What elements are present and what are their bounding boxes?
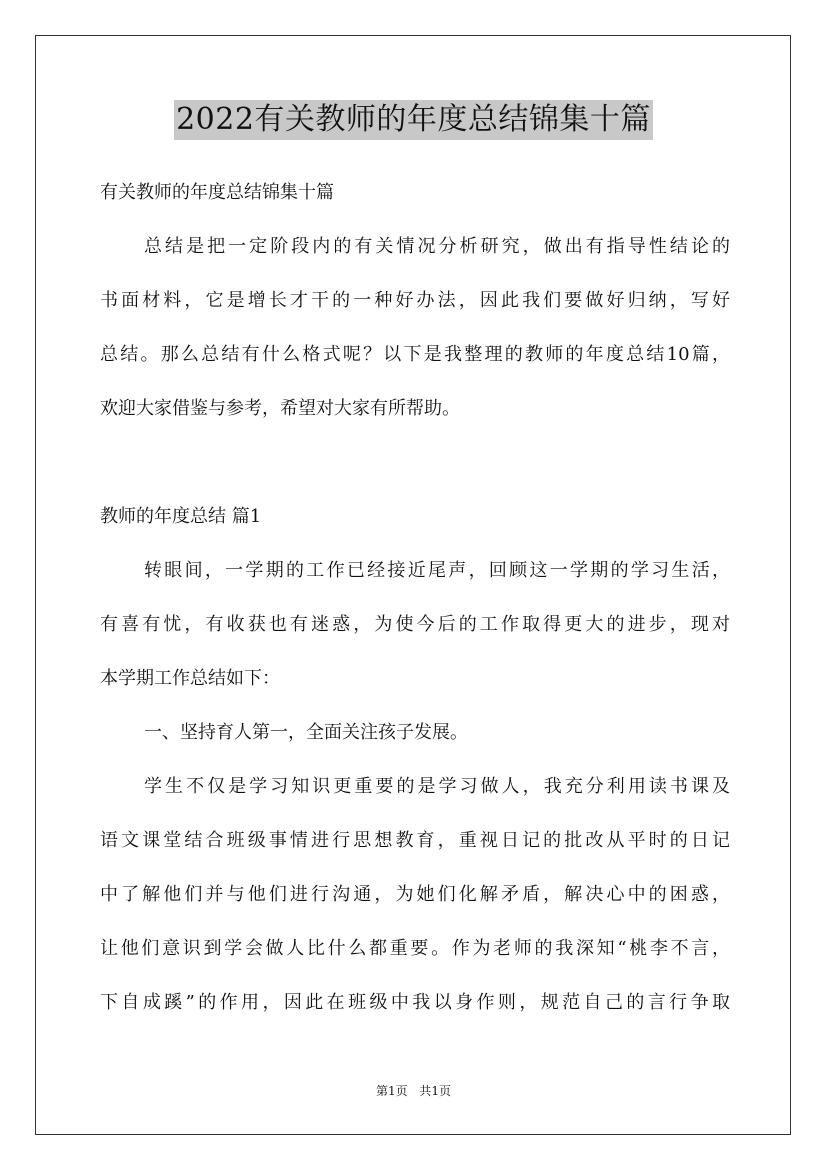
point-heading-1: 一、坚持育人第一，全面关注孩子发展。: [144, 722, 468, 743]
para2-line-5: 下自成蹊”的作用，因此在班级中我以身作则，规范自己的言行争取: [100, 992, 730, 1013]
paragraph-gap: [100, 436, 730, 490]
intro-line-4: 欢迎大家借鉴与参考，希望对大家有所帮助。: [100, 398, 460, 419]
intro-line-3: 总结。那么总结有什么格式呢？以下是我整理的教师的年度总结10篇，: [100, 344, 730, 365]
document-title: 2022有关教师的年度总结锦集十篇: [174, 100, 653, 140]
para2-line-3: 中了解他们并与他们进行沟通，为她们化解矛盾，解决心中的困惑，: [100, 884, 730, 905]
page-number: 第1页: [375, 1084, 408, 1098]
page-footer: [0, 1082, 827, 1099]
para2-line-2: 语文课堂结合班级事情进行思想教育，重视日记的批改从平时的日记: [100, 830, 730, 851]
para1-line-3: 本学期工作总结如下：: [100, 668, 280, 689]
document-body: [100, 166, 730, 1030]
page-total: 共1页: [419, 1084, 452, 1098]
para1-line-1: 转眼间，一学期的工作已经接近尾声，回顾这一学期的学习生活，: [144, 560, 730, 581]
section-heading: 教师的年度总结 篇1: [100, 506, 262, 527]
para1-line-2: 有喜有忧，有收获也有迷惑，为使今后的工作取得更大的进步，现对: [100, 614, 730, 635]
intro-line-2: 书面材料，它是增长才干的一种好办法，因此我们要做好归纳，写好: [100, 290, 730, 311]
intro-line-1: 总结是把一定阶段内的有关情况分析研究，做出有指导性结论的: [144, 236, 730, 257]
para2-line-4: 让他们意识到学会做人比什么都重要。作为老师的我深知“桃李不言，: [100, 938, 730, 959]
document-subtitle: 有关教师的年度总结锦集十篇: [100, 182, 334, 203]
title-container: [0, 100, 827, 140]
para2-line-1: 学生不仅是学习知识更重要的是学习做人，我充分利用读书课及: [144, 776, 730, 797]
